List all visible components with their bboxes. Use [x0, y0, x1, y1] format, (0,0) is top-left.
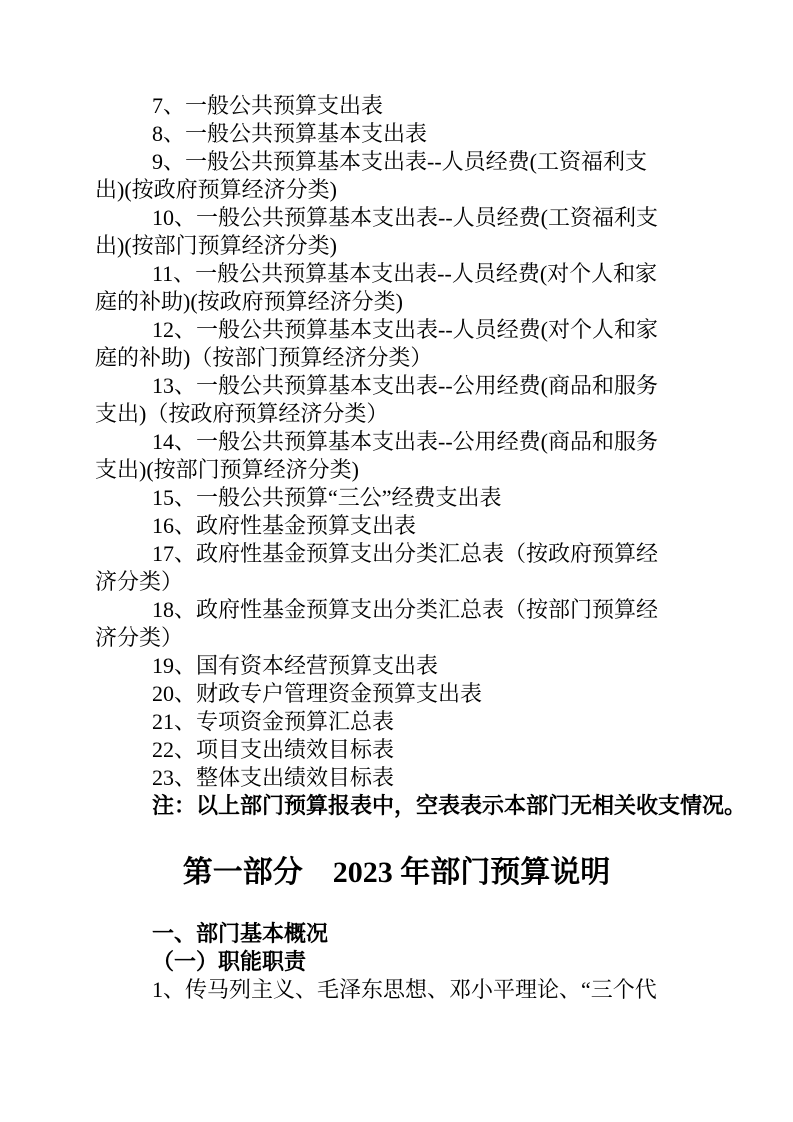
list-line-wrap: 支出)(按部门预算经济分类) [95, 457, 359, 482]
list-line: 21、专项资金预算汇总表 [152, 709, 395, 734]
list-line: 14、一般公共预算基本支出表--公用经费(商品和服务 [152, 429, 658, 454]
list-line: 8、一般公共预算基本支出表 [152, 121, 428, 146]
body-text-line: 1、传马列主义、毛泽东思想、邓小平理论、“三个代 [152, 977, 657, 1002]
list-line-wrap: 济分类） [95, 625, 184, 650]
list-line-wrap: 庭的补助)（按部门预算经济分类） [95, 345, 433, 370]
list-line: 17、政府性基金预算支出分类汇总表（按政府预算经 [152, 541, 659, 566]
list-line: 15、一般公共预算“三公”经费支出表 [152, 485, 502, 510]
list-line: 11、一般公共预算基本支出表--人员经费(对个人和家 [152, 261, 658, 286]
list-line-wrap: 济分类） [95, 569, 184, 594]
list-line-wrap: 出)(按政府预算经济分类) [95, 177, 337, 202]
list-line: 23、整体支出绩效目标表 [152, 765, 395, 790]
list-line-wrap: 出)(按部门预算经济分类) [95, 233, 337, 258]
list-line-wrap: 支出)（按政府预算经济分类） [95, 401, 389, 426]
list-line: 20、财政专户管理资金预算支出表 [152, 681, 483, 706]
list-line: 12、一般公共预算基本支出表--人员经费(对个人和家 [152, 317, 658, 342]
budget-attachment-list [95, 92, 747, 820]
subsection-heading: （一）职能职责 [152, 949, 307, 974]
list-line: 19、国有资本经营预算支出表 [152, 653, 439, 678]
list-line: 16、政府性基金预算支出表 [152, 513, 417, 538]
list-line: 18、政府性基金预算支出分类汇总表（按部门预算经 [152, 597, 659, 622]
section-heading: 一、部门基本概况 [152, 921, 329, 946]
list-line: 7、一般公共预算支出表 [152, 93, 384, 118]
part-one-heading: 第一部分 2023 年部门预算说明 [182, 856, 611, 889]
list-line: 10、一般公共预算基本支出表--人员经费(工资福利支 [152, 205, 658, 230]
list-line: 13、一般公共预算基本支出表--公用经费(商品和服务 [152, 373, 658, 398]
note-line: 注：以上部门预算报表中，空表表示本部门无相关收支情况。 [152, 793, 747, 818]
list-line-wrap: 庭的补助)(按政府预算经济分类) [95, 289, 403, 314]
list-line: 22、项目支出绩效目标表 [152, 737, 395, 762]
list-line: 9、一般公共预算基本支出表--人员经费(工资福利支 [152, 149, 647, 174]
part-one-body [95, 920, 691, 1004]
